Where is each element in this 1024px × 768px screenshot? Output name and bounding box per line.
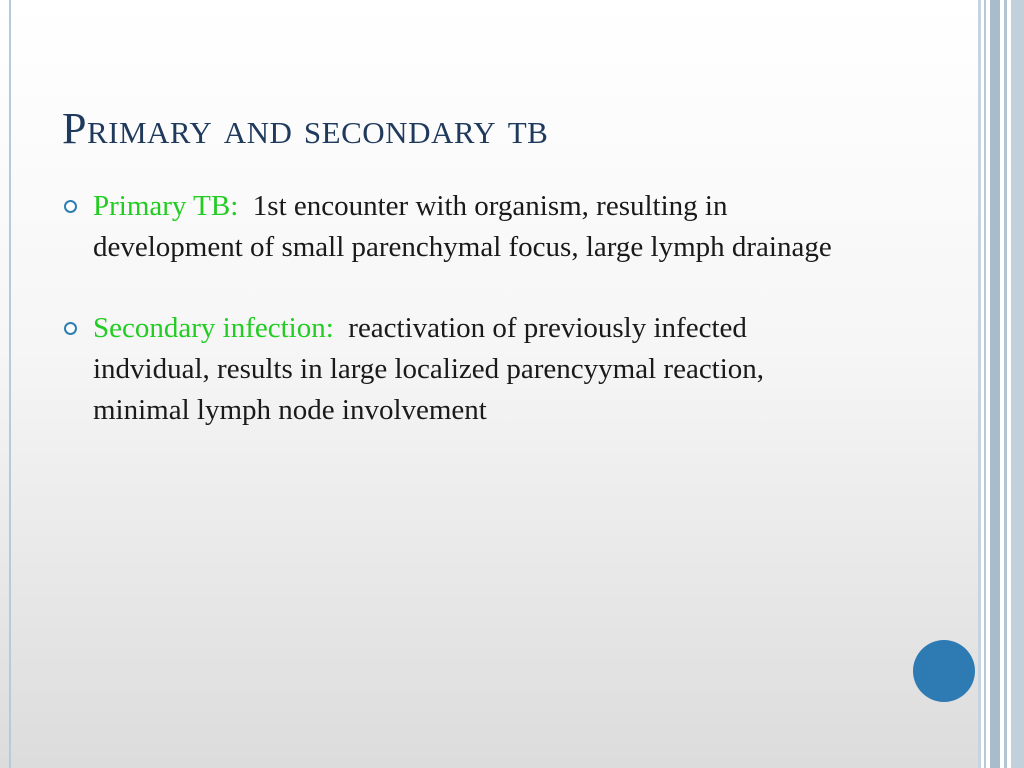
stripe bbox=[1004, 0, 1007, 768]
bullet-text: 1st encounter with organism, resulting in development of small parenchymal focus, large lymph drainage bbox=[93, 190, 832, 263]
right-decorative-stripes bbox=[978, 0, 1024, 768]
bullet-label: Primary TB: bbox=[93, 190, 239, 222]
bullet-circle-icon bbox=[64, 322, 77, 335]
bullet-item-secondary-infection bbox=[62, 308, 862, 431]
slide-title: Primary and secondary tb bbox=[62, 104, 549, 153]
bullet-item-primary-tb bbox=[62, 186, 862, 268]
decorative-circle bbox=[913, 640, 975, 702]
stripe bbox=[1011, 0, 1024, 768]
bullet-label: Secondary infection: bbox=[93, 312, 334, 344]
bullet-text: reactivation of previously infected indvidual, results in large localized parencyymal reaction, minimal lymph node involvement bbox=[93, 312, 765, 426]
stripe bbox=[984, 0, 986, 768]
stripe bbox=[990, 0, 1000, 768]
bullet-list bbox=[62, 186, 862, 471]
left-frame-line bbox=[9, 0, 11, 768]
bullet-circle-icon bbox=[64, 200, 77, 213]
stripe bbox=[978, 0, 981, 768]
